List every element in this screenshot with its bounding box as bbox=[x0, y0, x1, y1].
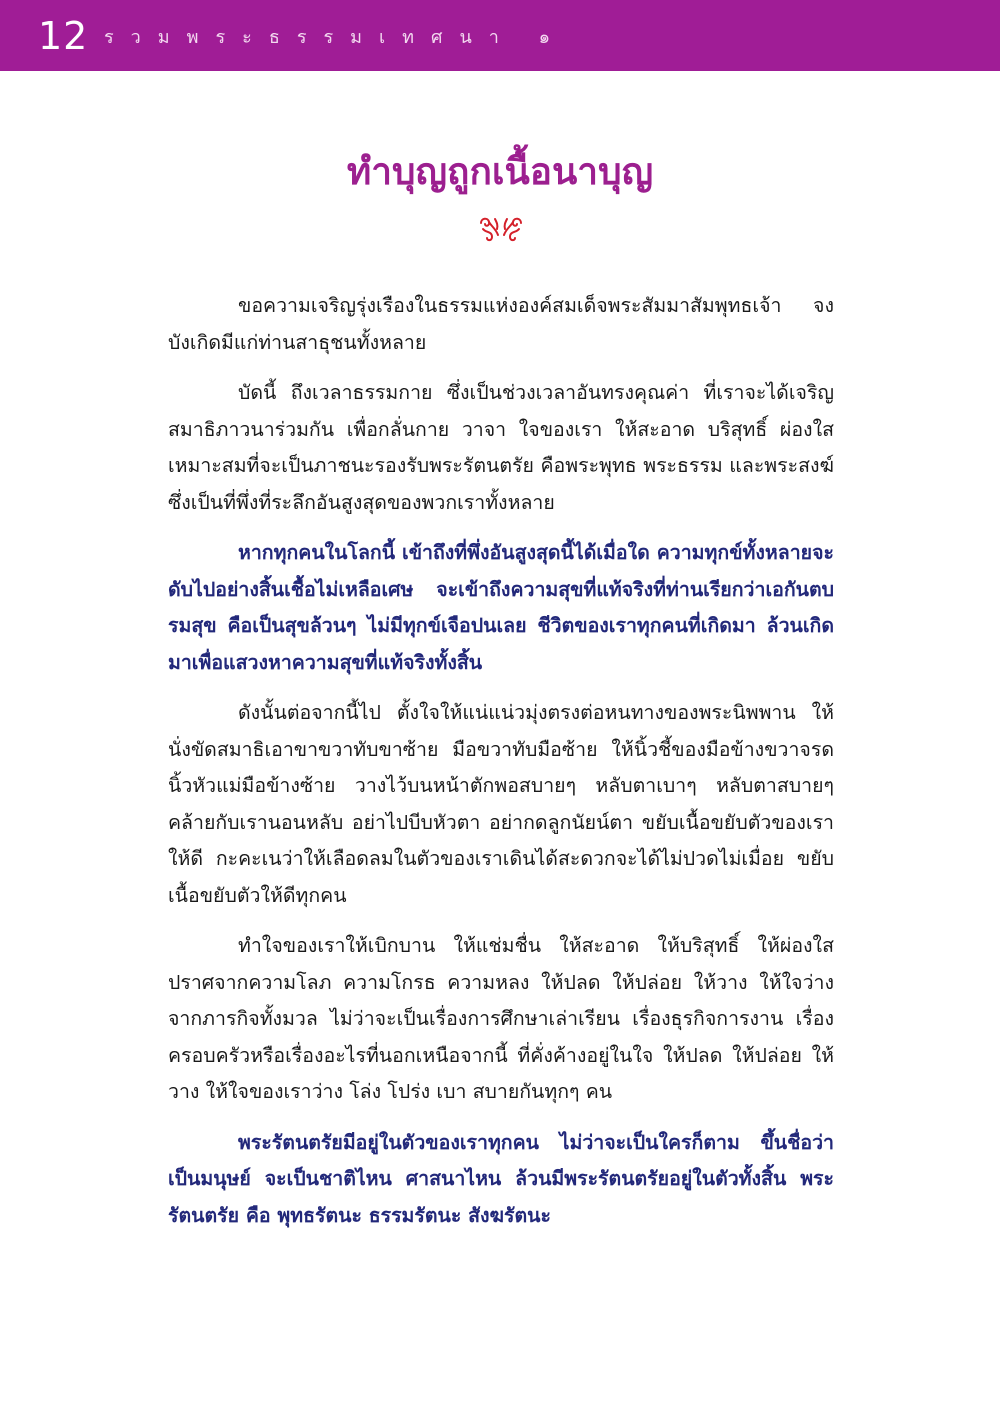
body-text bbox=[168, 288, 834, 1248]
paragraph: ทำใจของเราให้เบิกบาน ให้แช่มชื่น ให้สะอาด ให้บริสุทธิ์ ให้ผ่องใส ปราศจากความโลภ ความโกรธ ความหลง ให้ปลด ให้ปล่อย ให้วาง ให้ใจว่างจากภารกิจทั้งมวล ไม่ว่าจะเป็นเรื่องการศึกษาเล่าเรียน เรื่องธุรกิจการงาน เรื่องครอบครัวหรือเรื่องอะไรที่นอกเหนือจากนี้ ที่คั่งค้างอยู่ในใจ ให้ปลด ให้ปล่อย ให้วาง ให้ใจของเราว่าง โล่ง โปร่ง เบา สบายกันทุกๆ คน bbox=[168, 934, 834, 1103]
chapter-title: ทำบุญถูกเนื้อนาบุญ bbox=[346, 150, 654, 193]
paragraph-emphasis: พระรัตนตรัยมีอยู่ในตัวของเราทุกคน ไม่ว่าจะเป็นใครก็ตาม ขึ้นชื่อว่าเป็นมนุษย์ จะเป็นชาติไหน ศาสนาไหน ล้วนมีพระรัตนตรัยอยู่ในตัวทั้งสิ้น พระรัตนตรัย คือ พุทธรัตนะ ธรรมรัตนะ สังฆรัตนะ bbox=[168, 1130, 834, 1227]
book-title: รวมพระธรรมเทศนา ๑ bbox=[104, 27, 568, 48]
paragraph-emphasis: หากทุกคนในโลกนี้ เข้าถึงที่พึ่งอันสูงสุดนี้ได้เมื่อใด ความทุกข์ทั้งหลายจะดับไปอย่างสิ้นเชื้อไม่เหลือเศษ จะเข้าถึงความสุขที่แท้จริงที่ท่านเรียกว่าเอกันตบรมสุข คือเป็นสุขล้วนๆ ไม่มีทุกข์เจือปนเลย ชีวิตของเราทุกคนที่เกิดมา ล้วนเกิดมาเพื่อแสวงหาความสุขที่แท้จริงทั้งสิ้น bbox=[168, 541, 834, 674]
paragraph: ดังนั้นต่อจากนี้ไป ตั้งใจให้แน่แน่วมุ่งตรงต่อหนทางของพระนิพพาน ให้นั่งขัดสมาธิเอาขาขวาทับขาซ้าย มือขวาทับมือซ้าย ให้นิ้วชี้ของมือข้างขวาจรดนิ้วหัวแม่มือข้างซ้าย วางไว้บนหน้าตักพอสบายๆ หลับตาเบาๆ หลับตาสบายๆ คล้ายกับเรานอนหลับ อย่าไปบีบหัวตา อย่ากดลูกนัยน์ตา ขยับเนื้อขยับตัวของเราให้ดี กะคะเนว่าให้เลือดลมในตัวของเราเดินได้สะดวกจะได้ไม่ปวดไม่เมื่อย ขยับเนื้อขยับตัวให้ดีทุกคน bbox=[168, 701, 834, 907]
ornament-icon bbox=[478, 215, 524, 243]
page-number: 12 bbox=[38, 14, 89, 58]
paragraph: ขอความเจริญรุ่งเรืองในธรรมแห่งองค์สมเด็จพระสัมมาสัมพุทธเจ้า จงบังเกิดมีแก่ท่านสาธุชนทั้งหลาย bbox=[168, 294, 834, 354]
paragraph: บัดนี้ ถึงเวลาธรรมกาย ซึ่งเป็นช่วงเวลาอันทรงคุณค่า ที่เราจะได้เจริญสมาธิภาวนาร่วมกัน เพื่อกลั่นกาย วาจา ใจของเรา ให้สะอาด บริสุทธิ์ ผ่องใส เหมาะสมที่จะเป็นภาชนะรองรับพระรัตนตรัย คือพระพุทธ พระธรรม และพระสงฆ์ ซึ่งเป็นที่พึ่งที่ระลึกอันสูงสุดของพวกเราทั้งหลาย bbox=[168, 381, 834, 514]
